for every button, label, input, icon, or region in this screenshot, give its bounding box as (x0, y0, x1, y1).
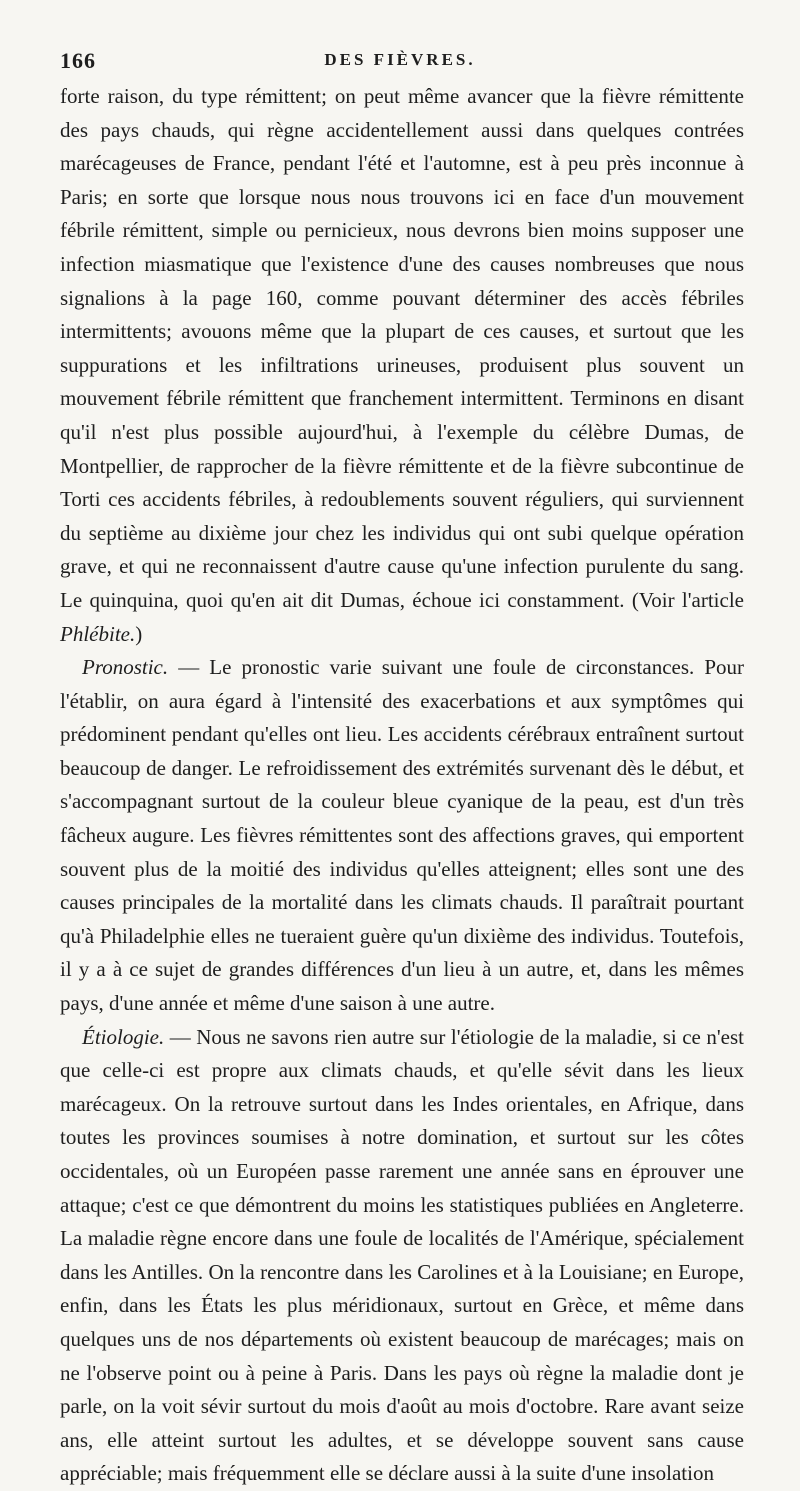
body-text (60, 80, 744, 1491)
section-heading-etiologie: Étiologie. (82, 1024, 165, 1049)
paragraph-text: — Le pronostic varie suivant une foule de circonstances. Pour l'établir, on aura égard à l'intensité des exacerbations et aux symptômes qui prédominent pendant qu'elles ont lieu. Les accidents cérébraux entraînent surtout beaucoup de danger. Le refroidissement des extrémités survenant dès le début, et s'accompagnant surtout de la couleur bleue cyanique de la peau, est d'un très fâcheux augure. Les fièvres rémittentes sont des affections graves, qui emportent souvent plus de la moitié des individus qu'elles atteignent; elles sont une des causes principales de la mortalité dans les climats chauds. Il paraîtrait pourtant qu'à Philadelphie elles ne tueraient guère qu'un dixième des individus. Toutefois, il y a à ce sujet de grandes différences d'un lieu à un autre, et, dans les mêmes pays, d'une année et même d'une saison à une autre. (60, 655, 744, 1016)
paragraph-etiologie (60, 1021, 744, 1491)
cross-reference: Phlébite. (60, 621, 136, 646)
paragraph-pronostic (60, 651, 744, 1021)
closing-paren: ) (135, 621, 143, 646)
paragraph-text: — Nous ne savons rien autre sur l'étiologie de la maladie, si ce n'est que celle-ci est propre aux climats chauds, et qu'elle sévit dans les lieux marécageux. On la retrouve surtout dans les Indes orientales, en Afrique, dans toutes les provinces soumises à notre domination, et surtout sur les côtes occidentales, où un Européen passe rarement une année sans en éprouver une attaque; c'est ce que démontrent du moins les statistiques publiées en Angleterre. La maladie règne encore dans une foule de localités de l'Amérique, spécialement dans les Antilles. On la rencontre dans les Carolines et à la Louisiane; en Europe, enfin, dans les États les plus méridionaux, surtout en Grèce, et même dans quelques uns de nos départements où existent beaucoup de marécages; mais on ne l'observe point ou à peine à Paris. Dans les pays où règne la maladie dont je parle, on la voit sévir surtout du mois d'août au mois d'octobre. Rare avant seize ans, elle atteint surtout les adultes, et se développe souvent sans cause appréciable; mais fréquemment elle se déclare aussi à la suite d'une insolation (60, 1024, 744, 1486)
page-number: 166 (60, 48, 96, 73)
paragraph-continuation (60, 80, 744, 651)
section-heading-pronostic: Pronostic. (82, 655, 169, 680)
paragraph-text: forte raison, du type rémittent; on peut même avancer que la fièvre rémittente des pays chauds, qui règne accidentellement aussi dans quelques contrées marécageuses de France, pendant l'été et l'automne, est à peu près inconnue à Paris; en sorte que lorsque nous nous trouvons ici en face d'un mouvement fébrile rémittent, simple ou pernicieux, nous devrons bien moins supposer une infection miasmatique que l'existence d'une des causes nombreuses que nous signalions à la page 160, comme pouvant déterminer des accès fébriles intermittents; avouons même que la plupart de ces causes, et surtout que les suppurations et les infiltrations urineuses, produisent plus souvent un mouvement fébrile rémittent que franchement intermittent. Terminons en disant qu'il n'est plus possible aujourd'hui, à l'exemple du célèbre Dumas, de Montpellier, de rapprocher de la fièvre rémittente et de la fièvre subcontinue de Torti ces accidents fébriles, à redoublements souvent réguliers, qui surviennent du septième au dixième jour chez les individus qui ont subi quelque opération grave, et qui ne reconnaissent d'autre cause qu'une infection purulente du sang. Le quinquina, quoi qu'en ait dit Dumas, échoue ici constamment. (Voir l'article (60, 84, 744, 612)
page-header (60, 48, 740, 74)
running-title: DES FIÈVRES. (324, 50, 476, 69)
